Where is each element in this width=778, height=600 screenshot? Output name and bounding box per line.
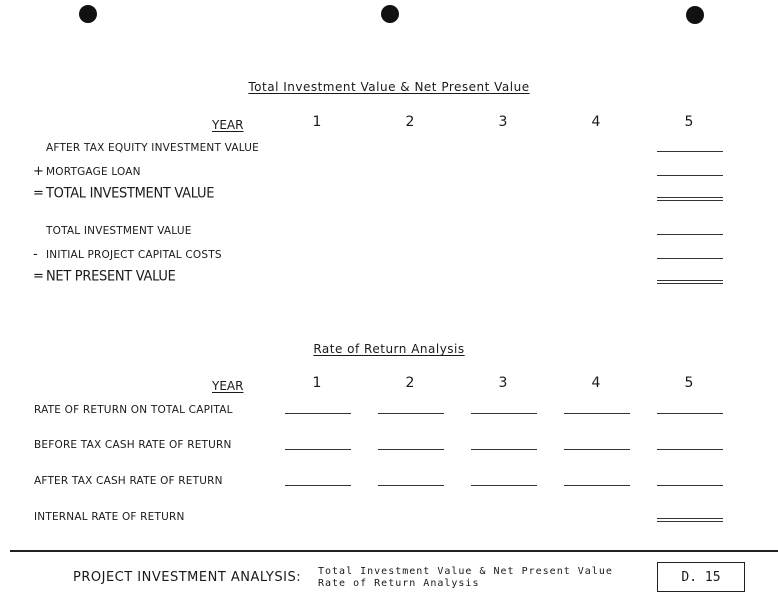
year-column-4: 4	[591, 114, 601, 130]
binder-hole-right	[686, 6, 704, 24]
operator-equals: =	[33, 186, 44, 201]
row-label: AFTER TAX EQUITY INVESTMENT VALUE	[46, 142, 259, 154]
entry-blank	[657, 151, 723, 152]
row-label: AFTER TAX CASH RATE OF RETURN	[34, 475, 223, 487]
entry-blank	[285, 413, 351, 414]
entry-blank	[471, 485, 537, 486]
year-column-4: 4	[591, 375, 601, 391]
footer-subtitle-line-1: Total Investment Value & Net Present Value	[318, 566, 613, 577]
year-column-2: 2	[405, 114, 415, 130]
operator-plus: +	[33, 164, 44, 179]
entry-blank	[378, 413, 444, 414]
year-label: YEAR	[212, 118, 244, 132]
section-title-investment-value: Total Investment Value & Net Present Value	[248, 80, 530, 94]
year-label: YEAR	[212, 379, 244, 393]
row-label: RATE OF RETURN ON TOTAL CAPITAL	[34, 404, 233, 416]
page-id-box	[657, 562, 745, 592]
operator-equals: =	[33, 269, 44, 284]
entry-blank	[564, 449, 630, 450]
row-label: TOTAL INVESTMENT VALUE	[46, 225, 192, 237]
footer-heading: PROJECT INVESTMENT ANALYSIS:	[73, 570, 302, 585]
year-column-2: 2	[405, 375, 415, 391]
entry-blank-total	[657, 518, 723, 522]
entry-blank	[285, 485, 351, 486]
entry-blank	[657, 413, 723, 414]
entry-blank	[378, 449, 444, 450]
entry-blank	[657, 258, 723, 259]
entry-blank	[471, 413, 537, 414]
entry-blank	[657, 449, 723, 450]
year-column-3: 3	[498, 375, 508, 391]
year-column-1: 1	[312, 114, 322, 130]
entry-blank	[657, 175, 723, 176]
entry-blank	[378, 485, 444, 486]
section-title-rate-of-return: Rate of Return Analysis	[313, 342, 465, 356]
binder-hole-center	[381, 5, 399, 23]
row-label: MORTGAGE LOAN	[46, 166, 141, 178]
row-label: NET PRESENT VALUE	[46, 268, 176, 285]
entry-blank	[471, 449, 537, 450]
page-id: D. 15	[681, 569, 721, 585]
year-column-5: 5	[684, 114, 694, 130]
row-label: BEFORE TAX CASH RATE OF RETURN	[34, 439, 232, 451]
operator-minus: -	[33, 247, 38, 262]
entry-blank	[564, 413, 630, 414]
entry-blank	[285, 449, 351, 450]
footer-divider	[10, 550, 778, 552]
entry-blank	[564, 485, 630, 486]
entry-blank	[657, 485, 723, 486]
year-column-5: 5	[684, 375, 694, 391]
year-column-1: 1	[312, 375, 322, 391]
year-column-3: 3	[498, 114, 508, 130]
footer-subtitle-line-2: Rate of Return Analysis	[318, 578, 480, 589]
entry-blank	[657, 234, 723, 235]
row-label: TOTAL INVESTMENT VALUE	[46, 185, 215, 202]
binder-hole-left	[79, 5, 97, 23]
entry-blank-total	[657, 280, 723, 284]
row-label: INITIAL PROJECT CAPITAL COSTS	[46, 249, 222, 261]
entry-blank-total	[657, 197, 723, 201]
row-label: INTERNAL RATE OF RETURN	[34, 511, 185, 523]
